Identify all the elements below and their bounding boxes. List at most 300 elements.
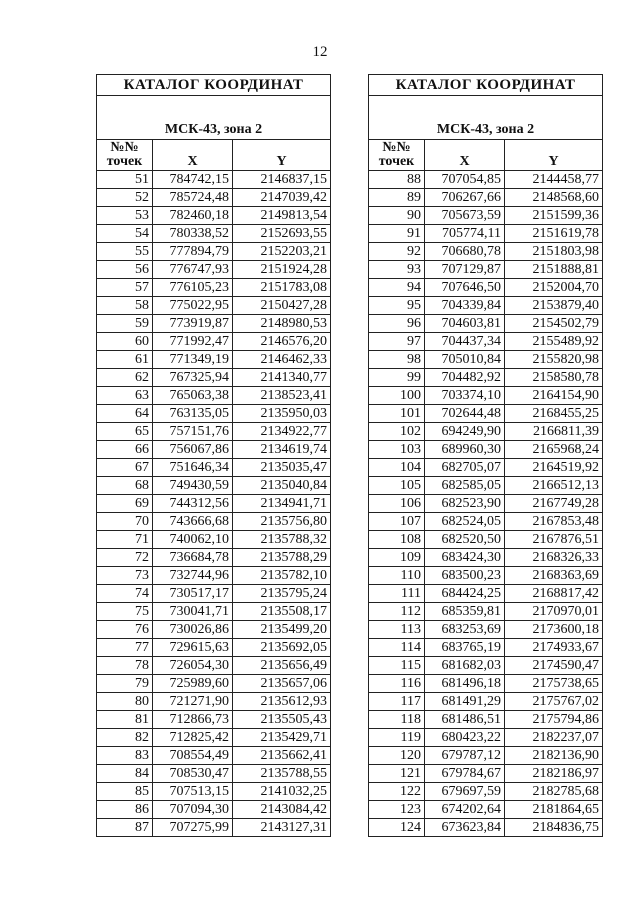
point-number-cell: 81: [97, 711, 153, 729]
point-number-cell: 105: [369, 477, 425, 495]
x-coordinate-cell: 704482,92: [425, 369, 505, 387]
point-number-cell: 84: [97, 765, 153, 783]
x-coordinate-cell: 782460,18: [153, 207, 233, 225]
x-coordinate-cell: 705010,84: [425, 351, 505, 369]
y-coordinate-cell: 2168455,25: [505, 405, 603, 423]
point-number-cell: 91: [369, 225, 425, 243]
x-coordinate-cell: 708530,47: [153, 765, 233, 783]
x-coordinate-cell: 712825,42: [153, 729, 233, 747]
x-coordinate-cell: 681682,03: [425, 657, 505, 675]
x-coordinate-cell: 712866,73: [153, 711, 233, 729]
point-number-cell: 70: [97, 513, 153, 531]
point-number-cell: 101: [369, 405, 425, 423]
y-coordinate-cell: 2166811,39: [505, 423, 603, 441]
y-coordinate-cell: 2167749,28: [505, 495, 603, 513]
y-coordinate-cell: 2143084,42: [233, 801, 331, 819]
point-number-cell: 103: [369, 441, 425, 459]
x-coordinate-cell: 673623,84: [425, 819, 505, 837]
x-coordinate-cell: 775022,95: [153, 297, 233, 315]
x-coordinate-cell: 729615,63: [153, 639, 233, 657]
x-coordinate-cell: 685359,81: [425, 603, 505, 621]
y-coordinate-cell: 2154502,79: [505, 315, 603, 333]
y-coordinate-cell: 2164519,92: [505, 459, 603, 477]
y-coordinate-cell: 2174590,47: [505, 657, 603, 675]
point-number-cell: 51: [97, 171, 153, 189]
x-coordinate-cell: 682705,07: [425, 459, 505, 477]
y-coordinate-cell: 2135499,20: [233, 621, 331, 639]
point-number-cell: 53: [97, 207, 153, 225]
x-coordinate-cell: 765063,38: [153, 387, 233, 405]
table-row: [97, 765, 331, 783]
point-number-cell: 54: [97, 225, 153, 243]
table-row: [369, 459, 603, 477]
table-row: [97, 261, 331, 279]
table-row: [369, 567, 603, 585]
x-column-header: X: [153, 140, 233, 171]
table-row: [97, 333, 331, 351]
point-number-cell: 64: [97, 405, 153, 423]
y-coordinate-cell: 2181864,65: [505, 801, 603, 819]
y-coordinate-cell: 2134922,77: [233, 423, 331, 441]
catalog-title: КАТАЛОГ КООРДИНАТ: [97, 75, 331, 96]
coordinate-catalog-left: [96, 74, 331, 837]
y-coordinate-cell: 2151599,36: [505, 207, 603, 225]
y-coordinate-cell: 2135505,43: [233, 711, 331, 729]
x-coordinate-cell: 784742,15: [153, 171, 233, 189]
table-row: [369, 297, 603, 315]
y-coordinate-cell: 2141340,77: [233, 369, 331, 387]
table-row: [97, 441, 331, 459]
table-row: [369, 387, 603, 405]
y-coordinate-cell: 2135508,17: [233, 603, 331, 621]
table-row: [97, 531, 331, 549]
x-coordinate-cell: 763135,05: [153, 405, 233, 423]
y-column-header: Y: [505, 140, 603, 171]
point-number-cell: 56: [97, 261, 153, 279]
point-number-cell: 122: [369, 783, 425, 801]
table-row: [97, 639, 331, 657]
table-row: [97, 369, 331, 387]
point-number-cell: 75: [97, 603, 153, 621]
table-row: [369, 783, 603, 801]
y-coordinate-cell: 2175794,86: [505, 711, 603, 729]
x-coordinate-cell: 684424,25: [425, 585, 505, 603]
table-row: [97, 549, 331, 567]
y-coordinate-cell: 2135662,41: [233, 747, 331, 765]
x-coordinate-cell: 736684,78: [153, 549, 233, 567]
table-row: [97, 297, 331, 315]
table-row: [97, 351, 331, 369]
x-coordinate-cell: 740062,10: [153, 531, 233, 549]
y-coordinate-cell: 2173600,18: [505, 621, 603, 639]
y-column-header: Y: [233, 140, 331, 171]
table-row: [369, 225, 603, 243]
y-coordinate-cell: 2152693,55: [233, 225, 331, 243]
point-number-cell: 113: [369, 621, 425, 639]
point-number-cell: 102: [369, 423, 425, 441]
x-coordinate-cell: 777894,79: [153, 243, 233, 261]
point-number-cell: 124: [369, 819, 425, 837]
point-number-cell: 63: [97, 387, 153, 405]
point-number-cell: 61: [97, 351, 153, 369]
x-coordinate-cell: 771992,47: [153, 333, 233, 351]
x-coordinate-cell: 756067,86: [153, 441, 233, 459]
point-number-cell: 93: [369, 261, 425, 279]
y-coordinate-cell: 2164154,90: [505, 387, 603, 405]
x-coordinate-cell: 705774,11: [425, 225, 505, 243]
table-row: [369, 693, 603, 711]
y-coordinate-cell: 2141032,25: [233, 783, 331, 801]
y-coordinate-cell: 2167853,48: [505, 513, 603, 531]
y-coordinate-cell: 2135782,10: [233, 567, 331, 585]
catalog-title: КАТАЛОГ КООРДИНАТ: [369, 75, 603, 96]
point-number-cell: 78: [97, 657, 153, 675]
x-coordinate-cell: 680423,22: [425, 729, 505, 747]
point-number-cell: 59: [97, 315, 153, 333]
point-number-header: [97, 140, 153, 171]
point-number-cell: 65: [97, 423, 153, 441]
x-coordinate-cell: 681496,18: [425, 675, 505, 693]
table-row: [369, 477, 603, 495]
table-row: [97, 747, 331, 765]
x-coordinate-cell: 681491,29: [425, 693, 505, 711]
point-number-header: [369, 140, 425, 171]
table-row: [369, 333, 603, 351]
table-row: [97, 693, 331, 711]
x-coordinate-cell: 694249,90: [425, 423, 505, 441]
x-coordinate-cell: 743666,68: [153, 513, 233, 531]
point-number-cell: 95: [369, 297, 425, 315]
y-coordinate-cell: 2182785,68: [505, 783, 603, 801]
table-row: [369, 675, 603, 693]
point-number-cell: 60: [97, 333, 153, 351]
x-coordinate-cell: 730026,86: [153, 621, 233, 639]
table-row: [97, 387, 331, 405]
table-row: [97, 621, 331, 639]
y-coordinate-cell: 2151803,98: [505, 243, 603, 261]
point-number-cell: 55: [97, 243, 153, 261]
point-number-cell: 88: [369, 171, 425, 189]
point-number-cell: 107: [369, 513, 425, 531]
x-coordinate-cell: 726054,30: [153, 657, 233, 675]
table-row: [97, 711, 331, 729]
table-row: [97, 675, 331, 693]
y-coordinate-cell: 2144458,77: [505, 171, 603, 189]
table-row: [369, 819, 603, 837]
point-number-cell: 111: [369, 585, 425, 603]
table-row: [369, 243, 603, 261]
table-row: [97, 495, 331, 513]
x-coordinate-cell: 780338,52: [153, 225, 233, 243]
x-coordinate-cell: 674202,64: [425, 801, 505, 819]
point-number-cell: 71: [97, 531, 153, 549]
point-number-cell: 110: [369, 567, 425, 585]
y-coordinate-cell: 2182237,07: [505, 729, 603, 747]
point-number-cell: 76: [97, 621, 153, 639]
y-coordinate-cell: 2182136,90: [505, 747, 603, 765]
table-row: [369, 801, 603, 819]
x-coordinate-cell: 757151,76: [153, 423, 233, 441]
y-coordinate-cell: 2175738,65: [505, 675, 603, 693]
x-coordinate-cell: 707094,30: [153, 801, 233, 819]
x-coordinate-cell: 721271,90: [153, 693, 233, 711]
point-number-cell: 67: [97, 459, 153, 477]
table-row: [369, 315, 603, 333]
table-row: [369, 711, 603, 729]
y-coordinate-cell: 2155820,98: [505, 351, 603, 369]
x-coordinate-cell: 707275,99: [153, 819, 233, 837]
point-number-header-line2: точек: [378, 154, 415, 169]
y-coordinate-cell: 2146576,20: [233, 333, 331, 351]
table-row: [369, 369, 603, 387]
y-coordinate-cell: 2168326,33: [505, 549, 603, 567]
y-coordinate-cell: 2135788,32: [233, 531, 331, 549]
x-coordinate-cell: 705673,59: [425, 207, 505, 225]
y-coordinate-cell: 2148980,53: [233, 315, 331, 333]
x-coordinate-cell: 681486,51: [425, 711, 505, 729]
table-row: [97, 657, 331, 675]
point-number-cell: 121: [369, 765, 425, 783]
point-number-cell: 86: [97, 801, 153, 819]
point-number-cell: 89: [369, 189, 425, 207]
point-number-cell: 52: [97, 189, 153, 207]
point-number-cell: 72: [97, 549, 153, 567]
point-number-cell: 117: [369, 693, 425, 711]
table-row: [369, 585, 603, 603]
x-coordinate-cell: 679787,12: [425, 747, 505, 765]
point-number-cell: 73: [97, 567, 153, 585]
x-coordinate-cell: 679697,59: [425, 783, 505, 801]
point-number-cell: 123: [369, 801, 425, 819]
point-number-cell: 96: [369, 315, 425, 333]
y-coordinate-cell: 2175767,02: [505, 693, 603, 711]
x-coordinate-cell: 730517,17: [153, 585, 233, 603]
y-coordinate-cell: 2135612,93: [233, 693, 331, 711]
table-row: [369, 279, 603, 297]
table-row: [369, 207, 603, 225]
y-coordinate-cell: 2165968,24: [505, 441, 603, 459]
y-coordinate-cell: 2151888,81: [505, 261, 603, 279]
x-coordinate-cell: 771349,19: [153, 351, 233, 369]
y-coordinate-cell: 2149813,54: [233, 207, 331, 225]
table-row: [369, 495, 603, 513]
y-coordinate-cell: 2151924,28: [233, 261, 331, 279]
y-coordinate-cell: 2152203,21: [233, 243, 331, 261]
y-coordinate-cell: 2151619,78: [505, 225, 603, 243]
x-coordinate-cell: 679784,67: [425, 765, 505, 783]
point-number-cell: 116: [369, 675, 425, 693]
page-number: 12: [312, 44, 328, 60]
y-coordinate-cell: 2150427,28: [233, 297, 331, 315]
table-row: [369, 657, 603, 675]
x-coordinate-cell: 707513,15: [153, 783, 233, 801]
table-row: [369, 531, 603, 549]
point-number-cell: 104: [369, 459, 425, 477]
table-row: [369, 603, 603, 621]
x-coordinate-cell: 683765,19: [425, 639, 505, 657]
y-coordinate-cell: 2143127,31: [233, 819, 331, 837]
x-coordinate-cell: 751646,34: [153, 459, 233, 477]
point-number-cell: 68: [97, 477, 153, 495]
y-coordinate-cell: 2146837,15: [233, 171, 331, 189]
y-coordinate-cell: 2135657,06: [233, 675, 331, 693]
x-coordinate-cell: 707129,87: [425, 261, 505, 279]
point-number-cell: 85: [97, 783, 153, 801]
y-coordinate-cell: 2148568,60: [505, 189, 603, 207]
table-row: [97, 279, 331, 297]
point-number-cell: 66: [97, 441, 153, 459]
x-coordinate-cell: 704603,81: [425, 315, 505, 333]
y-coordinate-cell: 2184836,75: [505, 819, 603, 837]
x-coordinate-cell: 682585,05: [425, 477, 505, 495]
table-row: [97, 459, 331, 477]
table-row: [369, 189, 603, 207]
y-coordinate-cell: 2134941,71: [233, 495, 331, 513]
table-row: [97, 819, 331, 837]
x-coordinate-cell: 704339,84: [425, 297, 505, 315]
x-coordinate-cell: 773919,87: [153, 315, 233, 333]
y-coordinate-cell: 2152004,70: [505, 279, 603, 297]
x-coordinate-cell: 730041,71: [153, 603, 233, 621]
point-number-cell: 120: [369, 747, 425, 765]
table-row: [369, 747, 603, 765]
table-row: [369, 513, 603, 531]
point-number-header-line2: точек: [106, 154, 143, 169]
point-number-cell: 112: [369, 603, 425, 621]
point-number-cell: 83: [97, 747, 153, 765]
point-number-cell: 74: [97, 585, 153, 603]
table-row: [369, 441, 603, 459]
y-coordinate-cell: 2135429,71: [233, 729, 331, 747]
y-coordinate-cell: 2135040,84: [233, 477, 331, 495]
y-coordinate-cell: 2166512,13: [505, 477, 603, 495]
x-coordinate-cell: 749430,59: [153, 477, 233, 495]
point-number-cell: 82: [97, 729, 153, 747]
y-coordinate-cell: 2151783,08: [233, 279, 331, 297]
point-number-cell: 119: [369, 729, 425, 747]
x-coordinate-cell: 683500,23: [425, 567, 505, 585]
table-row: [369, 639, 603, 657]
point-number-cell: 92: [369, 243, 425, 261]
y-coordinate-cell: 2135788,29: [233, 549, 331, 567]
y-coordinate-cell: 2174933,67: [505, 639, 603, 657]
table-row: [369, 549, 603, 567]
point-number-header-line1: №№: [110, 140, 139, 155]
x-coordinate-cell: 703374,10: [425, 387, 505, 405]
table-row: [97, 405, 331, 423]
x-coordinate-cell: 744312,56: [153, 495, 233, 513]
point-number-cell: 69: [97, 495, 153, 513]
zone-title: МСК-43, зона 2: [369, 96, 603, 140]
point-number-cell: 97: [369, 333, 425, 351]
table-row: [369, 621, 603, 639]
y-coordinate-cell: 2135692,05: [233, 639, 331, 657]
x-coordinate-cell: 725989,60: [153, 675, 233, 693]
table-row: [369, 729, 603, 747]
point-number-cell: 108: [369, 531, 425, 549]
table-row: [369, 351, 603, 369]
point-number-cell: 94: [369, 279, 425, 297]
point-number-cell: 106: [369, 495, 425, 513]
table-row: [97, 801, 331, 819]
point-number-cell: 77: [97, 639, 153, 657]
table-row: [97, 585, 331, 603]
x-coordinate-cell: 706267,66: [425, 189, 505, 207]
x-coordinate-cell: 689960,30: [425, 441, 505, 459]
x-coordinate-cell: 702644,48: [425, 405, 505, 423]
x-coordinate-cell: 683424,30: [425, 549, 505, 567]
x-coordinate-cell: 767325,94: [153, 369, 233, 387]
x-coordinate-cell: 732744,96: [153, 567, 233, 585]
x-coordinate-cell: 776747,93: [153, 261, 233, 279]
point-number-cell: 58: [97, 297, 153, 315]
x-coordinate-cell: 707054,85: [425, 171, 505, 189]
y-coordinate-cell: 2167876,51: [505, 531, 603, 549]
x-coordinate-cell: 708554,49: [153, 747, 233, 765]
x-coordinate-cell: 682523,90: [425, 495, 505, 513]
x-coordinate-cell: 682520,50: [425, 531, 505, 549]
x-column-header: X: [425, 140, 505, 171]
y-coordinate-cell: 2168817,42: [505, 585, 603, 603]
point-number-cell: 79: [97, 675, 153, 693]
point-number-cell: 99: [369, 369, 425, 387]
point-number-cell: 115: [369, 657, 425, 675]
zone-title: МСК-43, зона 2: [97, 96, 331, 140]
table-row: [97, 423, 331, 441]
point-number-cell: 90: [369, 207, 425, 225]
table-row: [369, 765, 603, 783]
y-coordinate-cell: 2168363,69: [505, 567, 603, 585]
y-coordinate-cell: 2134619,74: [233, 441, 331, 459]
y-coordinate-cell: 2170970,01: [505, 603, 603, 621]
table-row: [97, 225, 331, 243]
table-row: [97, 315, 331, 333]
x-coordinate-cell: 706680,78: [425, 243, 505, 261]
point-number-header-line1: №№: [382, 140, 411, 155]
table-row: [97, 171, 331, 189]
y-coordinate-cell: 2182186,97: [505, 765, 603, 783]
table-row: [97, 207, 331, 225]
y-coordinate-cell: 2135756,80: [233, 513, 331, 531]
table-row: [97, 783, 331, 801]
table-row: [369, 261, 603, 279]
coordinate-catalog-right: [368, 74, 603, 837]
x-coordinate-cell: 785724,48: [153, 189, 233, 207]
point-number-cell: 100: [369, 387, 425, 405]
x-coordinate-cell: 776105,23: [153, 279, 233, 297]
table-row: [369, 171, 603, 189]
x-coordinate-cell: 683253,69: [425, 621, 505, 639]
y-coordinate-cell: 2153879,40: [505, 297, 603, 315]
table-row: [97, 513, 331, 531]
table-row: [97, 243, 331, 261]
point-number-cell: 87: [97, 819, 153, 837]
point-number-cell: 57: [97, 279, 153, 297]
y-coordinate-cell: 2146462,33: [233, 351, 331, 369]
x-coordinate-cell: 682524,05: [425, 513, 505, 531]
table-row: [97, 603, 331, 621]
table-row: [97, 729, 331, 747]
y-coordinate-cell: 2135950,03: [233, 405, 331, 423]
table-row: [97, 567, 331, 585]
y-coordinate-cell: 2138523,41: [233, 387, 331, 405]
y-coordinate-cell: 2147039,42: [233, 189, 331, 207]
y-coordinate-cell: 2135656,49: [233, 657, 331, 675]
x-coordinate-cell: 707646,50: [425, 279, 505, 297]
y-coordinate-cell: 2155489,92: [505, 333, 603, 351]
point-number-cell: 98: [369, 351, 425, 369]
point-number-cell: 118: [369, 711, 425, 729]
